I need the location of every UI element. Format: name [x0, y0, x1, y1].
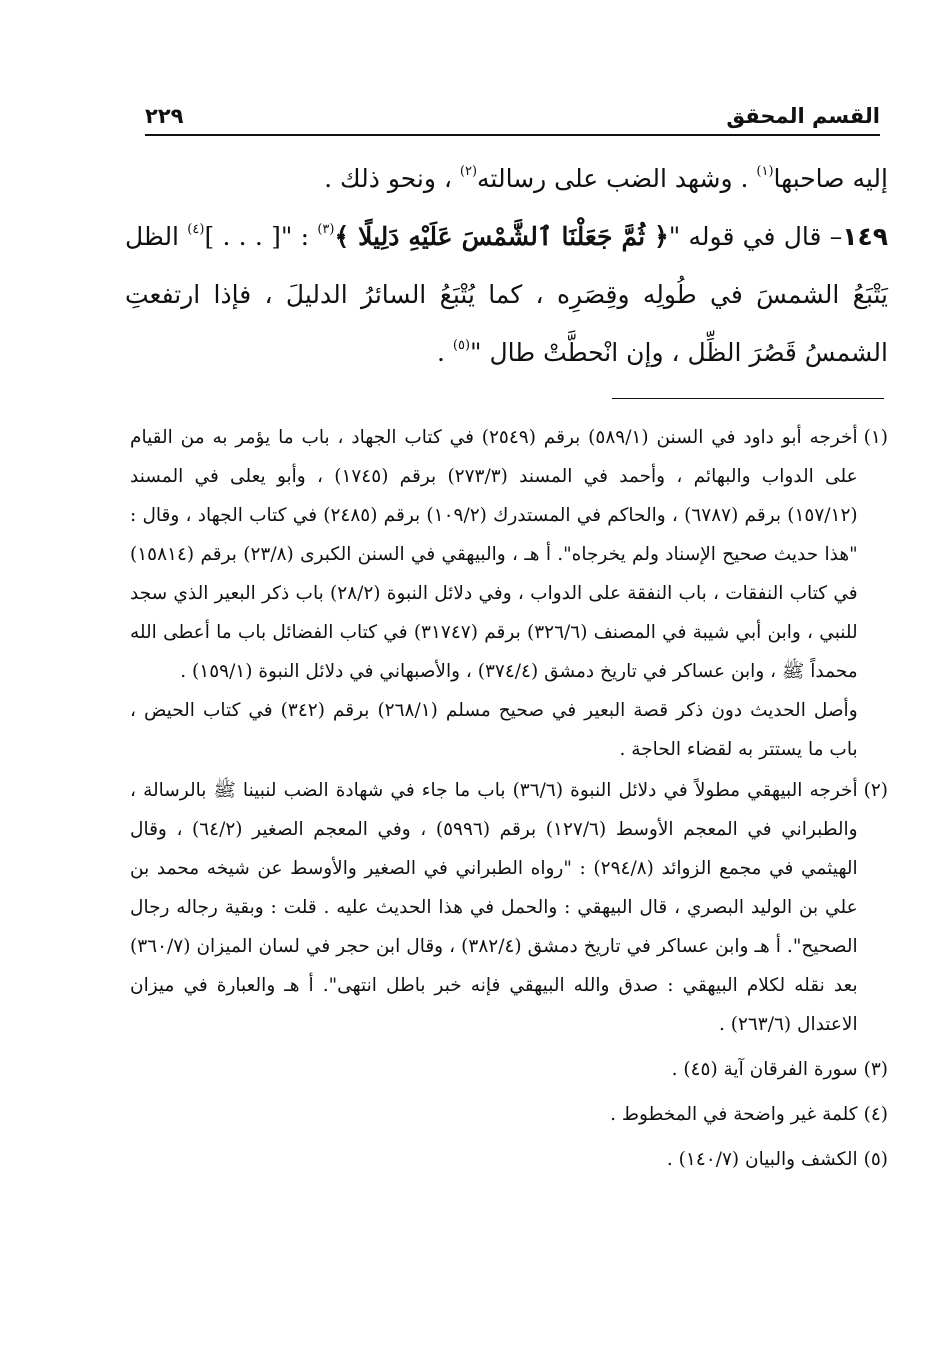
main-text — [125, 150, 888, 382]
footnote-label: (٣) — [863, 1059, 888, 1080]
main-text-segment: . وشهد الضب على رسالته — [477, 164, 749, 193]
footnote-label: (٥) — [863, 1149, 888, 1170]
quran-verse: ﴿ ثُمَّ جَعَلْنَا ٱلشَّمْسَ عَلَيْهِ دَلِيلًا ﴾ — [334, 222, 669, 251]
footnote-body — [130, 1095, 858, 1134]
footnote-paragraph: أخرجه البيهقي مطولاً في دلائل النبوة (٣٦/٦) باب ما جاء في شهادة الضب لنبينا ﷺ بالرسالة ، والطبراني في المعجم الأوسط (١٢٧/٦) برقم (٥٩٩٦) ، وفي المعجم الصغير (٦٤/٢) ، وقال الهيثمي في مجمع الزوائد (٢٩٤/٨) : "رواه الطبراني في الصغير والأوسط عن شيخه محمد بن علي بن الوليد البصري ، قال البيهقي : والحمل في هذا الحديث عليه . قلت : وبقية رجاله رجال الصحيح". أ هـ وابن عساكر في تاريخ دمشق (٣٨٢/٤) ، وقال ابن حجر في لسان الميزان (٣٦٠/٧) بعد نقله لكلام البيهقي : صدق والله البيهقي فإنه خبر باطل انتهى". أ هـ والعبارة في ميزان الاعتدال (٢٦٣/٦) . — [130, 780, 858, 1035]
footnote-body — [130, 1140, 858, 1179]
entry-gap: : "[ . . . ] — [204, 222, 310, 251]
entry-intro: – قال في قوله " — [668, 222, 843, 251]
entry-end: . — [436, 338, 445, 367]
footnote-body — [130, 1050, 858, 1089]
footnote-ref-2: (٢) — [459, 164, 478, 179]
main-paragraph-1 — [125, 150, 888, 208]
footnote-paragraph: سورة الفرقان آية (٤٥) . — [671, 1059, 858, 1080]
footnote-label: (٤) — [863, 1104, 888, 1125]
footnote-label: (٢) — [863, 780, 888, 801]
footnote-ref-1: (١) — [756, 164, 774, 179]
footnote-paragraph: أخرجه أبو داود في السنن (٥٨٩/١) برقم (٢٥٤٩) في كتاب الجهاد ، باب ما يؤمر به من القيام على الدواب والبهائم ، وأحمد في المسند (٢٧٣/٣) برقم (١٧٤٥) ، وأبو يعلى في المسند (١٥٧/١٢) برقم (٦٧٨٧) ، والحاكم في المستدرك (١٠٩/٢) برقم (٢٤٨٥) في كتاب الجهاد ، وقال : "هذا حديث صحيح الإسناد ولم يخرجاه". أ هـ ، والبيهقي في السنن الكبرى (٢٣/٨) برقم (١٥٨١٤) في كتاب النفقات ، باب النفقة على الدواب ، وفي دلائل النبوة (٢٨/٢) باب ذكر البعير الذي سجد للنبي ، وابن أبي شيبة في المصنف (٣٢٦/٦) برقم (٣١٧٤٧) في كتاب الفضائل باب ما أعطى الله محمداً ﷺ ، وابن عساكر في تاريخ دمشق (٣٧٤/٤) ، والأصبهاني في دلائل النبوة (١٥٩/١) . — [130, 427, 858, 682]
main-text-segment: ، ونحو ذلك . — [324, 164, 452, 193]
footnote-1 — [130, 418, 888, 769]
section-title: القسم المحقق — [726, 104, 880, 128]
footnote-body — [130, 771, 858, 1044]
footnote-paragraph: الكشف والبيان (١٤٠/٧) . — [666, 1149, 858, 1170]
footnote-3 — [130, 1050, 888, 1089]
footnote-divider — [612, 398, 884, 399]
main-text-segment: إليه صاحبها — [773, 164, 888, 193]
footnote-body — [130, 418, 858, 769]
entry-number: ١٤٩ — [842, 222, 888, 251]
main-paragraph-entry — [125, 208, 888, 382]
footnotes — [130, 418, 888, 1181]
page-number: ٢٢٩ — [145, 104, 184, 128]
footnote-label: (١) — [863, 427, 888, 448]
running-header — [145, 88, 880, 136]
footnote-ref-3: (٣) — [317, 222, 335, 237]
footnote-paragraph: وأصل الحديث دون ذكر قصة البعير في صحيح مسلم (٢٦٨/١) برقم (٣٤٢) في كتاب الحيض ، باب ما يستتر به لقضاء الحاجة . — [130, 700, 858, 760]
footnote-ref-5: (٥) — [452, 338, 471, 353]
footnote-ref-4: (٤) — [187, 222, 205, 237]
entry-text: الظل يَتْبَعُ الشمسَ في طُولِه وقِصَرِه ، كما يُتْبَعُ السائرُ الدليلَ ، فإذا ارتفعتِ الشمسُ قَصُرَ الظِّل ، وإن انْحطَّتْ طال " — [125, 222, 888, 367]
footnote-4 — [130, 1095, 888, 1134]
footnote-5 — [130, 1140, 888, 1179]
footnote-paragraph: كلمة غير واضحة في المخطوط . — [610, 1104, 858, 1125]
footnote-2 — [130, 771, 888, 1044]
